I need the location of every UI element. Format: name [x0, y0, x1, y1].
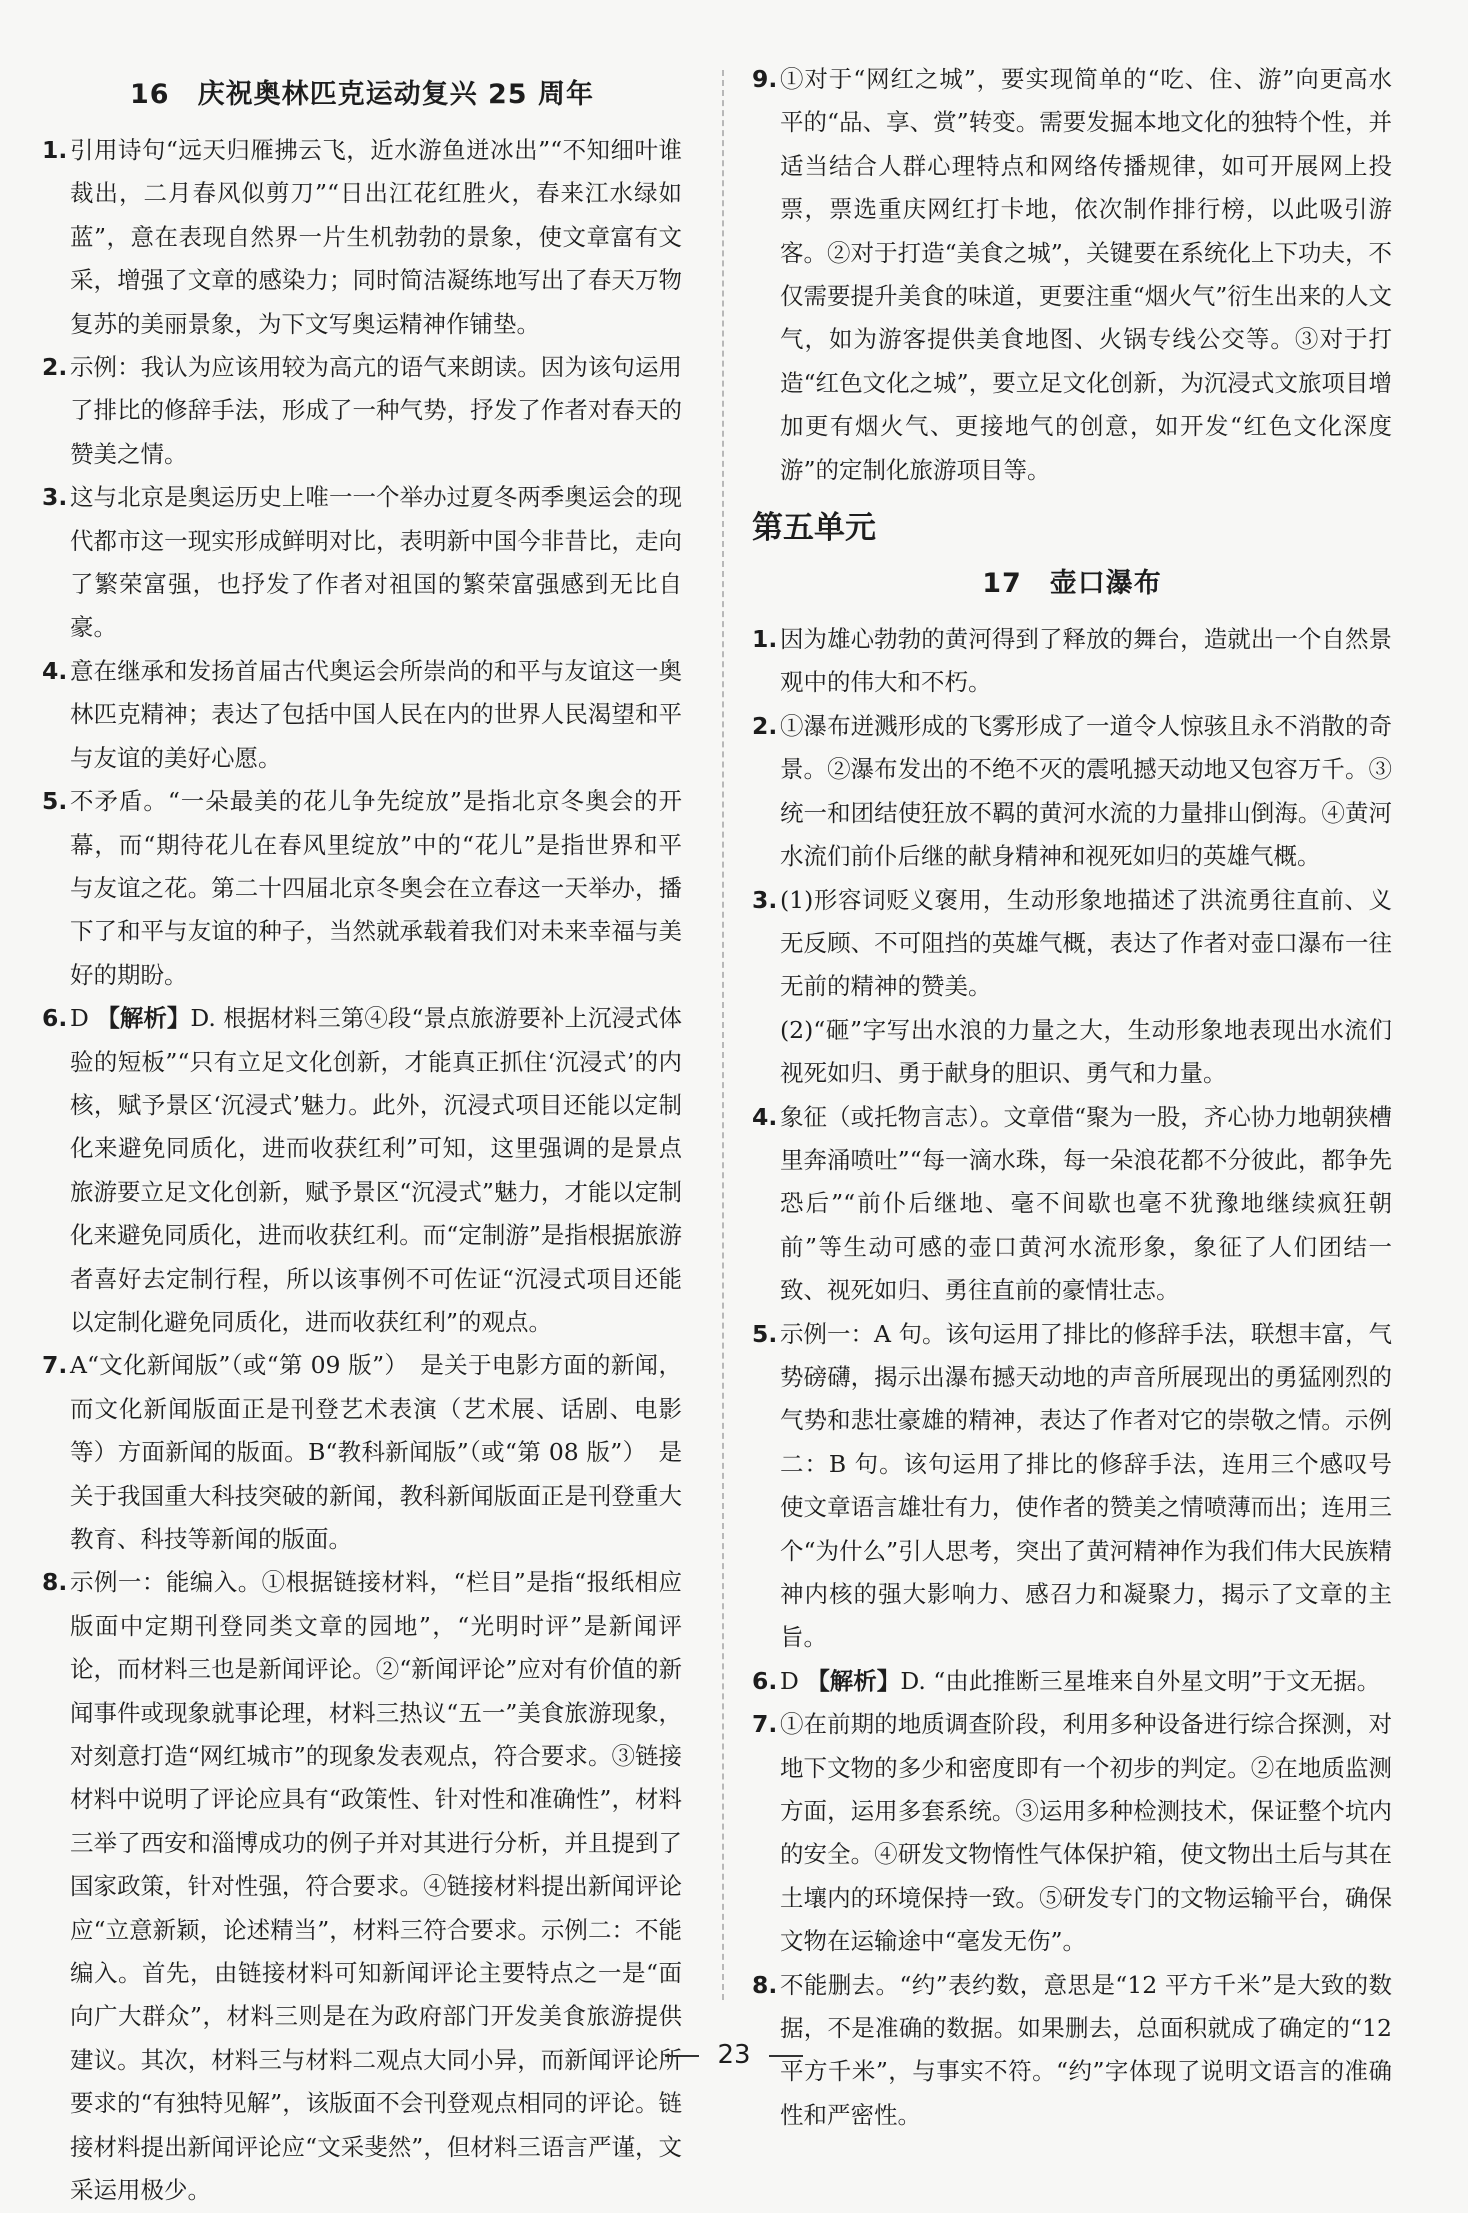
item-text: (1)形容词贬义褒用，生动形象地描述了洪流勇往直前、义无反顾、不可阻挡的英雄气概，表达了作者对壶口瀑布一往无前的精神的赞美。 [780, 885, 1392, 1001]
item-number: 5. [42, 787, 68, 816]
item-number: 2. [42, 353, 68, 382]
item-text: 象征（或托物言志）。文章借“聚为一股，齐心协力地朝狭槽里奔涌喷吐”“每一滴水珠，每一朵浪花都不分彼此，都争先恐后”“前仆后继地、毫不间歇也毫不犹豫地继续疯狂朝前”等生动可感的壶口黄河水流形象，象征了人们团结一致、视死如归、勇往直前的豪情壮志。 [780, 1102, 1392, 1305]
item-number: 7. [752, 1710, 778, 1739]
answer-item [752, 1660, 1392, 1703]
item-number: 1. [752, 625, 778, 654]
item-number: 4. [42, 656, 68, 685]
page-footer [0, 2040, 1468, 2070]
answer-item [752, 879, 1392, 1009]
answer-choice: D [70, 1004, 97, 1033]
item-number: 2. [752, 711, 778, 740]
item-text: 意在继承和发扬首届古代奥运会所崇尚的和平与友谊这一奥林匹克精神；表达了包括中国人民在内的世界人民渴望和平与友谊的美好心愿。 [70, 656, 682, 772]
answer-item [752, 1096, 1392, 1313]
answer-item [42, 1344, 682, 1561]
answer-item [42, 650, 682, 780]
answer-item [42, 476, 682, 650]
answer-item [752, 1313, 1392, 1660]
footer-dash [665, 2055, 699, 2057]
left-column [42, 58, 682, 2213]
answer-item [752, 705, 1392, 879]
section-title-16: 16 庆祝奥林匹克运动复兴 25 周年 [130, 79, 594, 110]
right-answer-list [752, 618, 1392, 2137]
item-text: ①在前期的地质调查阶段，利用多种设备进行综合探测，对地下文物的多少和密度即有一个初步的判定。②在地质监测方面，运用多套系统。③运用多种检测技术，保证整个坑内的安全。④研发文物惰性气体保护箱，使文物出土后与其在土壤内的环境保持一致。⑤研发专门的文物运输平台，确保文物在运输途中“毫发无伤”。 [780, 1710, 1392, 1956]
item-number: 3. [752, 885, 778, 914]
item-text: 因为雄心勃勃的黄河得到了释放的舞台，造就出一个自然景观中的伟大和不朽。 [780, 625, 1392, 697]
answer-item [42, 780, 682, 997]
answer-item [42, 1561, 682, 2212]
analysis-tag: 【解析】 [806, 1666, 901, 1695]
item-number: 6. [752, 1666, 778, 1695]
item-number: 8. [42, 1568, 68, 1597]
analysis-tag: 【解析】 [96, 1004, 191, 1033]
item-number: 5. [752, 1319, 778, 1348]
item-number: 3. [42, 483, 68, 512]
footer-dash [769, 2055, 803, 2057]
unit-heading: 第五单元 [752, 510, 876, 547]
answer-item [42, 346, 682, 476]
answer-item [752, 618, 1392, 705]
answer-item [752, 1703, 1392, 1963]
column-divider [722, 70, 724, 2000]
item-text: 示例一：能编入。①根据链接材料，“栏目”是指“报纸相应版面中定期刊登同类文章的园地”，“光明时评”是新闻评论，而材料三也是新闻评论。②“新闻评论”应对有价值的新闻事件或现象就事论理，材料三热议“五一”美食旅游现象，对刻意打造“网红城市”的现象发表观点，符合要求。③链接材料中说明了评论应具有“政策性、针对性和准确性”，材料三举了西安和淄博成功的例子并对其进行分析，并且提到了国家政策，针对性强，符合要求。④链接材料提出新闻评论应“立意新颖，论述精当”，材料三符合要求。示例二：不能编入。首先，由链接材料可知新闻评论主要特点之一是“面向广大群众”，材料三则是在为政府部门开发美食旅游提供建议。其次，材料三与材料二观点大同小异，而新闻评论所要求的“有独特见解”，该版面不会刊登观点相同的评论。链接材料提出新闻评论应“文采斐然”，但材料三语言严谨，文采运用极少。 [70, 1568, 682, 2205]
item-number: 6. [42, 1004, 68, 1033]
item-number: 4. [752, 1102, 778, 1131]
right-column [752, 58, 1392, 2137]
answer-item [42, 129, 682, 346]
item-text: ①对于“网红之城”，要实现简单的“吃、住、游”向更高水平的“品、享、赏”转变。需要发掘本地文化的独特个性，并适当结合人群心理特点和网络传播规律，如可开展网上投票，票选重庆网红打卡地，依次制作排行榜，以此吸引游客。②对于打造“美食之城”，关键要在系统化上下功夫，不仅需要提升美食的味道，更要注重“烟火气”衍生出来的人文气，如为游客提供美食地图、火锅专线公交等。③对于打造“红色文化之城”，要立足文化创新，为沉浸式文旅项目增加更有烟火气、更接地气的创意，如开发“红色文化深度游”的定制化旅游项目等。 [780, 65, 1392, 484]
item-subpart: (2)“砸”字写出水浪的力量之大，生动形象地表现出水流们视死如归、勇于献身的胆识、勇气和力量。 [780, 1015, 1392, 1088]
item-text: 示例：我认为应该用较为高亢的语气来朗读。因为该句运用了排比的修辞手法，形成了一种气势，抒发了作者对春天的赞美之情。 [70, 353, 682, 468]
item-text: 示例一：A 句。该句运用了排比的修辞手法，联想丰富，气势磅礴，揭示出瀑布撼天动地的声音所展现出的勇猛刚烈的气势和悲壮豪雄的精神，表达了作者对它的崇敬之情。示例二：B 句。该句运用了排比的修辞手法，连用三个感叹号使文章语言雄壮有力，使作者的赞美之情喷薄而出；连用三个“为什么”引人思考，突出了黄河精神作为我们伟大民族精神内核的强大影响力、感召力和凝聚力，揭示了文章的主旨。 [780, 1319, 1392, 1652]
item-text: 引用诗句“远天归雁拂云飞，近水游鱼迸冰出”“不知细叶谁裁出，二月春风似剪刀”“日出江花红胜火，春来江水绿如蓝”，意在表现自然界一片生机勃勃的景象，使文章富有文采，增强了文章的感染力；同时简洁凝练地写出了春天万物复苏的美丽景象，为下文写奥运精神作铺垫。 [70, 136, 682, 338]
item-text: 不能删去。“约”表约数，意思是“12 平方千米”是大致的数据，不是准确的数据。如果删去，总面积就成了确定的“12 平方千米”，与事实不符。“约”字体现了说明文语言的准确性和严密性。 [780, 1970, 1392, 2129]
item-text: 不矛盾。“一朵最美的花儿争先绽放”是指北京冬奥会的开幕，而“期待花儿在春风里绽放”中的“花儿”是指世界和平与友谊之花。第二十四届北京冬奥会在立春这一天举办，播下了和平与友谊的种子，当然就承载着我们对未来幸福与美好的期盼。 [70, 787, 682, 989]
page-number: 23 [717, 2040, 751, 2070]
item-text: ①瀑布迸溅形成的飞雾形成了一道令人惊骇且永不消散的奇景。②瀑布发出的不绝不灭的震吼撼天动地又包容万千。③统一和团结使狂放不羁的黄河水流的力量排山倒海。④黄河水流们前仆后继的献身精神和视死如归的英雄气概。 [780, 711, 1392, 871]
item-number: 8. [752, 1970, 778, 1999]
item-number: 9. [752, 65, 778, 93]
section-title-17: 17 壶口瀑布 [982, 568, 1162, 600]
answer-item [42, 997, 682, 1344]
item-number: 7. [42, 1351, 68, 1380]
answer-item-9 [752, 58, 1392, 492]
item-text: 这与北京是奥运历史上唯一一个举办过夏冬两季奥运会的现代都市这一现实形成鲜明对比，表明新中国今非昔比，走向了繁荣富强，也抒发了作者对祖国的繁荣富强感到无比自豪。 [70, 483, 682, 642]
answer-choice: D [780, 1666, 807, 1695]
item-text: D. “由此推断三星堆来自外星文明”于文无据。 [900, 1666, 1381, 1695]
left-answer-list [42, 129, 682, 2213]
item-text: A“文化新闻版”（或“第 09 版”） 是关于电影方面的新闻，而文化新闻版面正是刊登艺术表演（艺术展、话剧、电影等）方面新闻的版面。B“教科新闻版”（或“第 08 版”） 是关于我国重大科技突破的新闻，教科新闻版面正是刊登重大教育、科技等新闻的版面。 [70, 1351, 682, 1553]
item-number: 1. [42, 136, 68, 164]
item-text: D. 根据材料三第④段“景点旅游要补上沉浸式体验的短板”“只有立足文化创新，才能真正抓住‘沉浸式’的内核，赋予景区‘沉浸式’魅力。此外，沉浸式项目还能以定制化来避免同质化，进而收获红利”可知，这里强调的是景点旅游要立足文化创新，赋予景区“沉浸式”魅力，才能以定制化来避免同质化，进而收获红利。而“定制游”是指根据旅游者喜好去定制行程，所以该事例不可佐证“沉浸式项目还能以定制化避免同质化，进而收获红利”的观点。 [70, 1004, 683, 1336]
